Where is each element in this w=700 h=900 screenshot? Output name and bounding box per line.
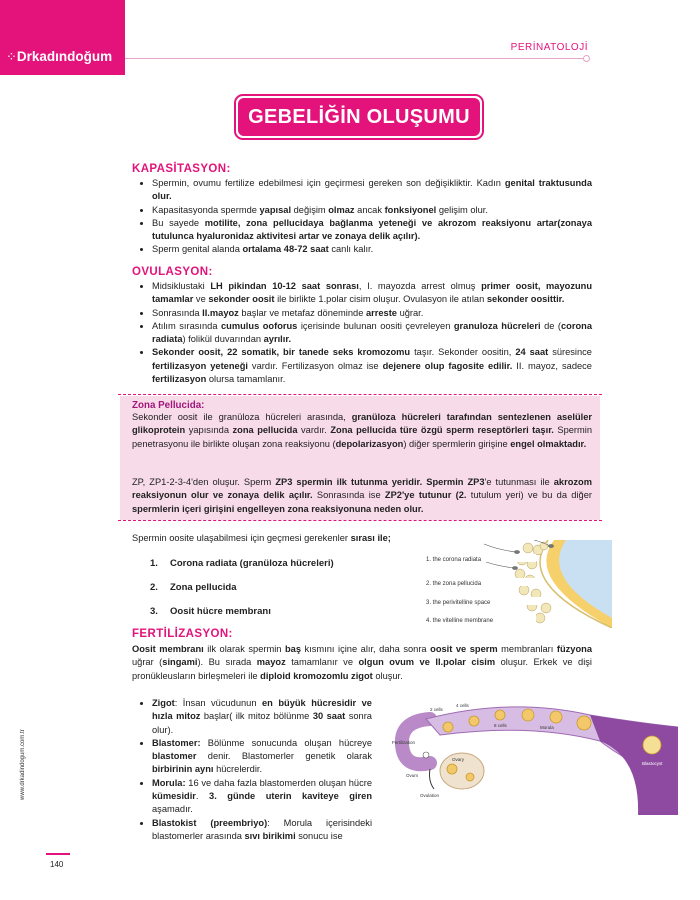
figure-label: 4 cells: [456, 703, 469, 708]
list-item: [152, 280, 592, 307]
fertilizasyon-heading: FERTİLİZASYON:: [132, 628, 233, 640]
page-number: 140: [50, 860, 64, 869]
header-divider-dot: [583, 55, 590, 62]
logo-dots-icon: ⁘: [6, 49, 16, 64]
rich-text: Sperm genital alanda ortalama 48-72 saat canlı kalır.: [152, 244, 374, 255]
figure-label: 1. the corona radiata: [426, 557, 482, 563]
rich-text: Blastomer: Bölünme sonucunda oluşan hücreye blastomer denir. Blastomerler genetik olarak birbirinin aynı hücrelerdir.: [152, 737, 372, 775]
list-item: [152, 204, 592, 217]
rich-text: Midsiklustaki LH pikindan 10-12 saat sonrası, I. mayozda arrest olmuş primer oosit, mayozunu tamamlar ve sekonder oosit ile birlikte 1.polar cisim oluşur. Ovulasyon ile atılan sekonder oosittir.: [152, 281, 593, 305]
rich-text: Sonrasında II.mayoz başlar ve metafaz döneminde arreste uğrar.: [152, 307, 424, 318]
rich-text: Spermin, ovumu fertilize edebilmesi için geçirmesi gereken son değişikliktir. Kadın genital traktusunda olur.: [152, 178, 592, 202]
figure-label: 8 cells: [494, 723, 507, 728]
figure-label: Ovary: [452, 757, 465, 762]
list-item: [152, 817, 372, 844]
figure-label: Ovulation: [420, 793, 440, 798]
rich-text: ZP, ZP1-2-3-4'den oluşur. Sperm ZP3 spermin ilk tutunma yeridir. Spermin ZP3'e tutunması ile akrozom reaksiyonun olur ve zonaya delik açılır. Sonrasında ise ZP2'ye tutunur (2. tutulum yeri) ve bu da diğer spermlerin içeri girişini engelleyen zona reaksiyonuna neden olur.: [132, 477, 592, 514]
oocyte-layers-figure: [424, 540, 612, 628]
section-label: PERİNATOLOJİ: [510, 42, 588, 53]
order-item-text: Zona pellucida: [170, 582, 237, 593]
ovulation-arrow: [430, 769, 435, 789]
rich-text: Morula: 16 ve daha fazla blastomerden oluşan hücre kümesidir. 3. günde uterin kaviteye giren aşamadır.: [152, 777, 372, 815]
rich-text: Kapasitasyonda spermde yapısal değişim olmaz ancak fonksiyonel gelişim olur.: [152, 204, 488, 215]
box-bottom-border: [118, 520, 602, 521]
zona-paragraph-1: [132, 411, 592, 451]
rich-text: Oosit membranı ilk olarak spermin baş kısmını içine alır, daha sonra oosit ve sperm membranları füzyona uğrar (singami). Bu sırada mayoz tamamlanır ve olgun ovum ve II.polar cisim oluşur. Erkek ve dişi pronükleusların birleşmeleri ile diploid kromozomlu zigot oluşur.: [132, 644, 592, 681]
order-item-text: Corona radiata (granüloza hücreleri): [170, 558, 334, 569]
figure-label: Ovum: [406, 773, 419, 778]
rich-text: Sekonder oosit ile granüloza hücreleri arasında, granüloza hücreleri tarafından sentezlenen aselüler glikoprotein yapısında zona pellucida vardır. Zona pellucida türe özgü sperm reseptörleri taşır. Spermin penetrasyonu ile birlikte oluşan zona reaksiyonu (depolarizasyon) diğer spermlerin girişine engel olmaktadır.: [132, 412, 593, 449]
fertilizasyon-paragraph: [132, 643, 592, 683]
order-item-text: Oosit hücre membranı: [170, 606, 271, 617]
list-item: [152, 217, 592, 244]
zona-paragraph-2: [132, 476, 592, 516]
fertilizasyon-list: [132, 697, 372, 843]
list-item: [152, 737, 372, 777]
figure-label: 2. the zona pellucida: [426, 581, 482, 587]
list-item: [152, 177, 592, 204]
page-title: GEBELİĞİN OLUŞUMU: [238, 98, 480, 136]
ovum-icon: [423, 752, 429, 758]
rich-text: Sekonder oosit, 22 somatik, bir tanede seks kromozomu taşır. Sekonder oositin, 24 saat süresince fertilizasyon yeteneği vardır. Fertilizasyon olmaz ise dejenere olup fagosite edilir. II. mayoz, sadece fertilizasyon olursa tamamlanır.: [152, 347, 592, 385]
list-item: [152, 307, 592, 320]
order-number: 2.: [150, 582, 158, 593]
ovulasyon-list: [132, 280, 592, 386]
order-number: 3.: [150, 606, 158, 617]
figure-label: Fertilization: [392, 740, 416, 745]
list-item: [152, 320, 592, 347]
list-item: [152, 346, 592, 386]
rich-text: Blastokist (preembriyo): Morula içerisindeki blastomerler arasında sıvı birikimi sonucu ise: [152, 817, 373, 841]
logo-text: Drkadındoğum: [16, 49, 113, 64]
rich-text: Atılım sırasında cumulus ooforus içerisinde bulunan oositi çevreleyen granuloza hücreleri de (corona radiata) folikül duvarından ayrılır.: [152, 320, 593, 345]
header-divider: [125, 58, 585, 59]
kapasitasyon-heading: KAPASİTASYON:: [132, 163, 231, 175]
figure-label: Blastocyst: [642, 761, 663, 766]
kapasitasyon-list: [132, 177, 592, 257]
brand-logo[interactable]: [6, 49, 112, 65]
rich-text: Bu sayede motilite, zona pellucidaya bağlanma yeteneği ve akrozom reaksiyonu artar(zonaya tutulunca hyaluronidaz aktivitesi artar ve zonaya delik açılır).: [152, 217, 592, 242]
zona-box-title: Zona Pellucida:: [132, 400, 205, 411]
order-number: 1.: [150, 558, 158, 569]
list-item: [152, 777, 372, 817]
list-item: [152, 697, 372, 737]
figure-label: 3. the perivitelline space: [426, 600, 491, 606]
figure-label: 4. the vitelline membrane: [426, 618, 494, 624]
rich-text: Zigot: İnsan vücudunun en büyük hücresidir ve hızla mitoz başlar( ilk mitoz bölünme 30 saat sonra olur).: [152, 698, 372, 735]
fertilization-diagram: [390, 697, 678, 815]
figure-label: 2 cells: [430, 707, 443, 712]
box-top-border: [118, 394, 602, 395]
uterus-wall: [590, 715, 678, 815]
ovulasyon-heading: OVULASYON:: [132, 266, 213, 278]
rich-text: Spermin oosite ulaşabilmesi için geçmesi gerekenler sırası ile;: [132, 533, 391, 543]
figure-label: Morula: [540, 725, 554, 730]
site-url: www.drkadindogum.com.tr: [20, 729, 26, 800]
footer-accent-line: [46, 853, 70, 855]
list-item: [152, 243, 592, 256]
